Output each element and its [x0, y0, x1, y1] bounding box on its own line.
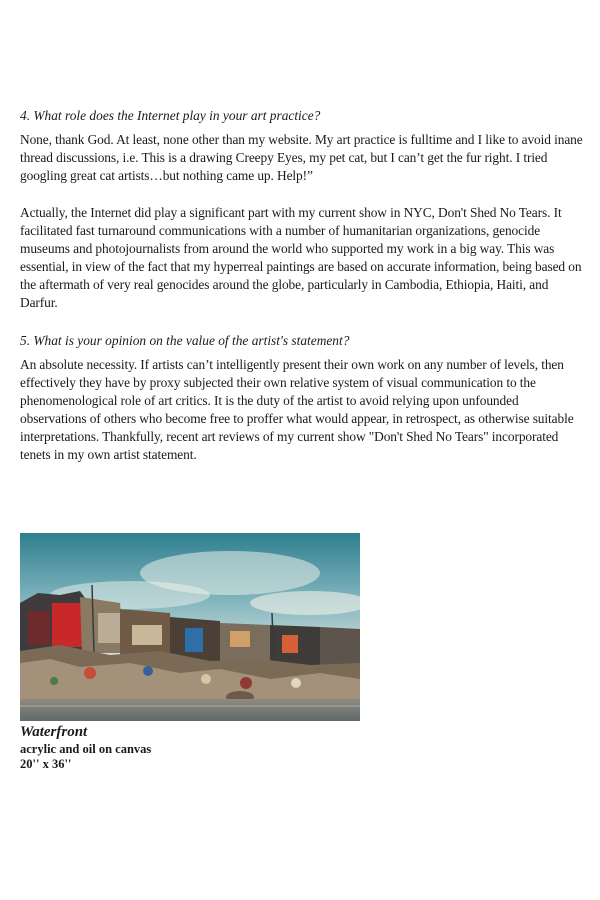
question-4: 4. What role does the Internet play in your art practice? [20, 108, 321, 123]
artwork-painting-image [20, 533, 360, 721]
artwork-medium: acrylic and oil on canvas [20, 742, 152, 756]
artwork-figure [20, 533, 360, 772]
question-5: 5. What is your opinion on the value of the artist's statement? [20, 333, 350, 348]
artwork-title: Waterfront [20, 724, 88, 740]
answer-4-paragraph-1: None, thank God. At least, none other than my website. My art practice is fulltime and I like to avoid inane thread discussions, i.e. This is a drawing Creepy Eyes, my pet cat, but I can’t get the fur right. I tried googling great cat artists…but nothing came up. Help!” [20, 132, 583, 183]
answer-5-paragraph: An absolute necessity. If artists can’t intelligently present their own work on any number of levels, then effectively they have by proxy subjected their own relative system of visual communication to the phenomenological role of art critics. It is the duty of the artist to avoid relying upon unfounded observations of others who become free to proffer what would appear, in retrospect, as otherwise suitable interpretations. Thankfully, recent art reviews of my current show "Don't Shed No Tears" incorporated tenets in my own artist statement. [20, 357, 574, 462]
interview-content [20, 107, 588, 464]
artwork-size: 20'' x 36'' [20, 757, 72, 771]
answer-4-paragraph-2: Actually, the Internet did play a significant part with my current show in NYC, Don't Shed No Tears. It facilitated fast turnaround communications with a number of humanitarian organizations, genocide museums and photojournalists from around the world who supported my work in a big way. This was essential, in view of the fact that my hyperreal paintings are based on accurate information, being based on the aftermath of very real genocides around the globe, particularly in Cambodia, Ethiopia, Haiti, and Darfur. [20, 205, 582, 310]
